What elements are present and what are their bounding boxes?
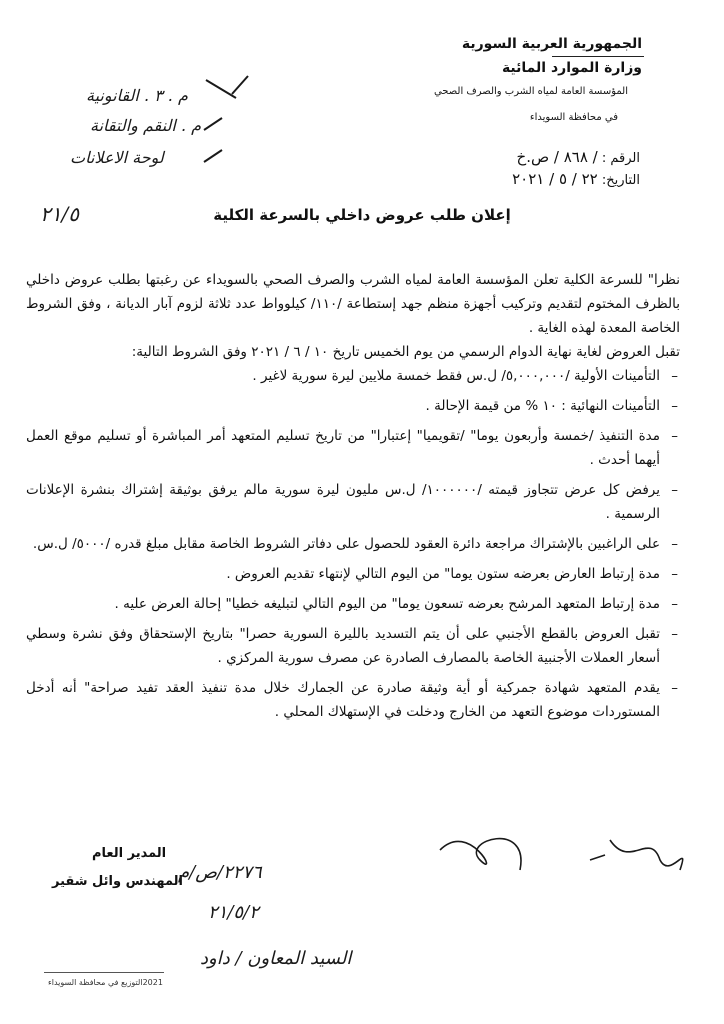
letterhead-establishment: المؤسسة العامة لمياه الشرب والصرف الصحي (433, 86, 628, 97)
handwritten-note-tech: م . النقم والتقانة (90, 116, 202, 135)
handwritten-note-board: لوحة الاعلانات (70, 148, 164, 167)
signature-name: المهندس وائل شقير (52, 874, 183, 889)
body-intro: نظرا" للسرعة الكلية تعلن المؤسسة العامة لمياه الشرب والصرف الصحي بالسويداء عن رغبتها بطلب عروض داخلي بالظرف المختوم لتقديم وتركيب أجهزة منظم جهد إستطاعة /١١٠/ كيلوواط عدد ثلاثة لزوم آبار الديانة ، وفق الشروط الخاصة المعدة لهذه الغاية . (26, 272, 680, 336)
handwritten-number: ٢١/٥ (40, 202, 79, 226)
handwritten-note-legal: م . ٣ . القانونية (86, 86, 188, 105)
condition-item: – يرفض كل عرض تتجاوز قيمته /١٠٠٠٠٠٠/ ل.س مليون ليرة سورية مالم يرفق بوثيقة إشتراك بنشرة الإعلانات الرسمية . (26, 478, 680, 526)
reference-date-label: التاريخ: (601, 173, 640, 188)
condition-item: – مدة إرتباط العارض بعرضه ستون يوما" من اليوم التالي لإنتهاء تقديم العروض . (26, 562, 680, 586)
handwritten-register-number: ٢٢٧٦/ص/م (178, 862, 262, 883)
handwritten-register-date: ٢١/٥/٢ (208, 902, 259, 923)
handwritten-tick-marks (196, 70, 256, 180)
signature-title: المدير العام (92, 846, 167, 861)
reference-date-value: ٢٢ / ٥ / ٢٠٢١ (512, 170, 598, 188)
body-deadline: تقبل العروض لغاية نهاية الدوام الرسمي من يوم الخميس تاريخ ١٠ / ٦ / ٢٠٢١ وفق الشروط التالية: (131, 344, 680, 360)
reference-number-value: / ٨٦٨ / ص.خ (516, 148, 598, 166)
handwritten-assignee: السيد المعاون / داود (200, 948, 352, 969)
reference-number-label: الرقم : (601, 151, 640, 166)
letterhead-republic: الجمهورية العربية السورية (461, 36, 642, 52)
footer-distribution: 2021التوزيع في محافظة السويداء (48, 978, 163, 987)
letterhead-underline (552, 56, 644, 57)
condition-item: – التأمينات النهائية : ١٠ % من قيمة الإحالة . (26, 394, 680, 418)
letterhead-governorate: في محافظة السويداء (529, 112, 618, 123)
signature-scribble (410, 800, 710, 910)
announcement-title: إعلان طلب عروض داخلي بالسرعة الكلية (213, 206, 511, 224)
condition-item: – مدة إرتباط المتعهد المرشح بعرضه تسعون يوما" من اليوم التالي لتبليغه خطيا" إحالة العرض عليه . (26, 592, 680, 616)
condition-item: – يقدم المتعهد شهادة جمركية أو أية وثيقة صادرة عن الجمارك خلال مدة تنفيذ العقد تفيد صراحة" أنه أدخل المستوردات موضوع التعهد من الخارج ودخلت في الإستهلاك المحلي . (26, 676, 680, 724)
condition-item: – التأمينات الأولية /٥,٠٠٠,٠٠٠/ ل.س فقط خمسة ملايين ليرة سورية لاغير . (26, 364, 680, 388)
letterhead-ministry: وزارة الموارد المائية (501, 60, 642, 76)
announcement-body (26, 268, 680, 730)
footer-divider (44, 972, 164, 973)
conditions-list (26, 364, 680, 724)
condition-item: – مدة التنفيذ /خمسة وأربعون يوما" /تقويميا" إعتبارا" من تاريخ تسليم المتعهد أمر المباشرة أو تسليم موقع العمل أيهما أحدث . (26, 424, 680, 472)
reference-date (512, 170, 640, 188)
condition-item: – تقبل العروض بالقطع الأجنبي على أن يتم التسديد بالليرة السورية حصرا" بتاريخ الإستحقاق وفق نشرة وسطي أسعار العملات الأجنبية الخاصة بالمصارف الصادرة عن مصرف سورية المركزي . (26, 622, 680, 670)
reference-number (517, 148, 640, 166)
condition-item: – على الراغبين بالإشتراك مراجعة دائرة العقود للحصول على دفاتر الشروط الخاصة مقابل مبلغ قدره /٥٠٠٠/ ل.س. (26, 532, 680, 556)
